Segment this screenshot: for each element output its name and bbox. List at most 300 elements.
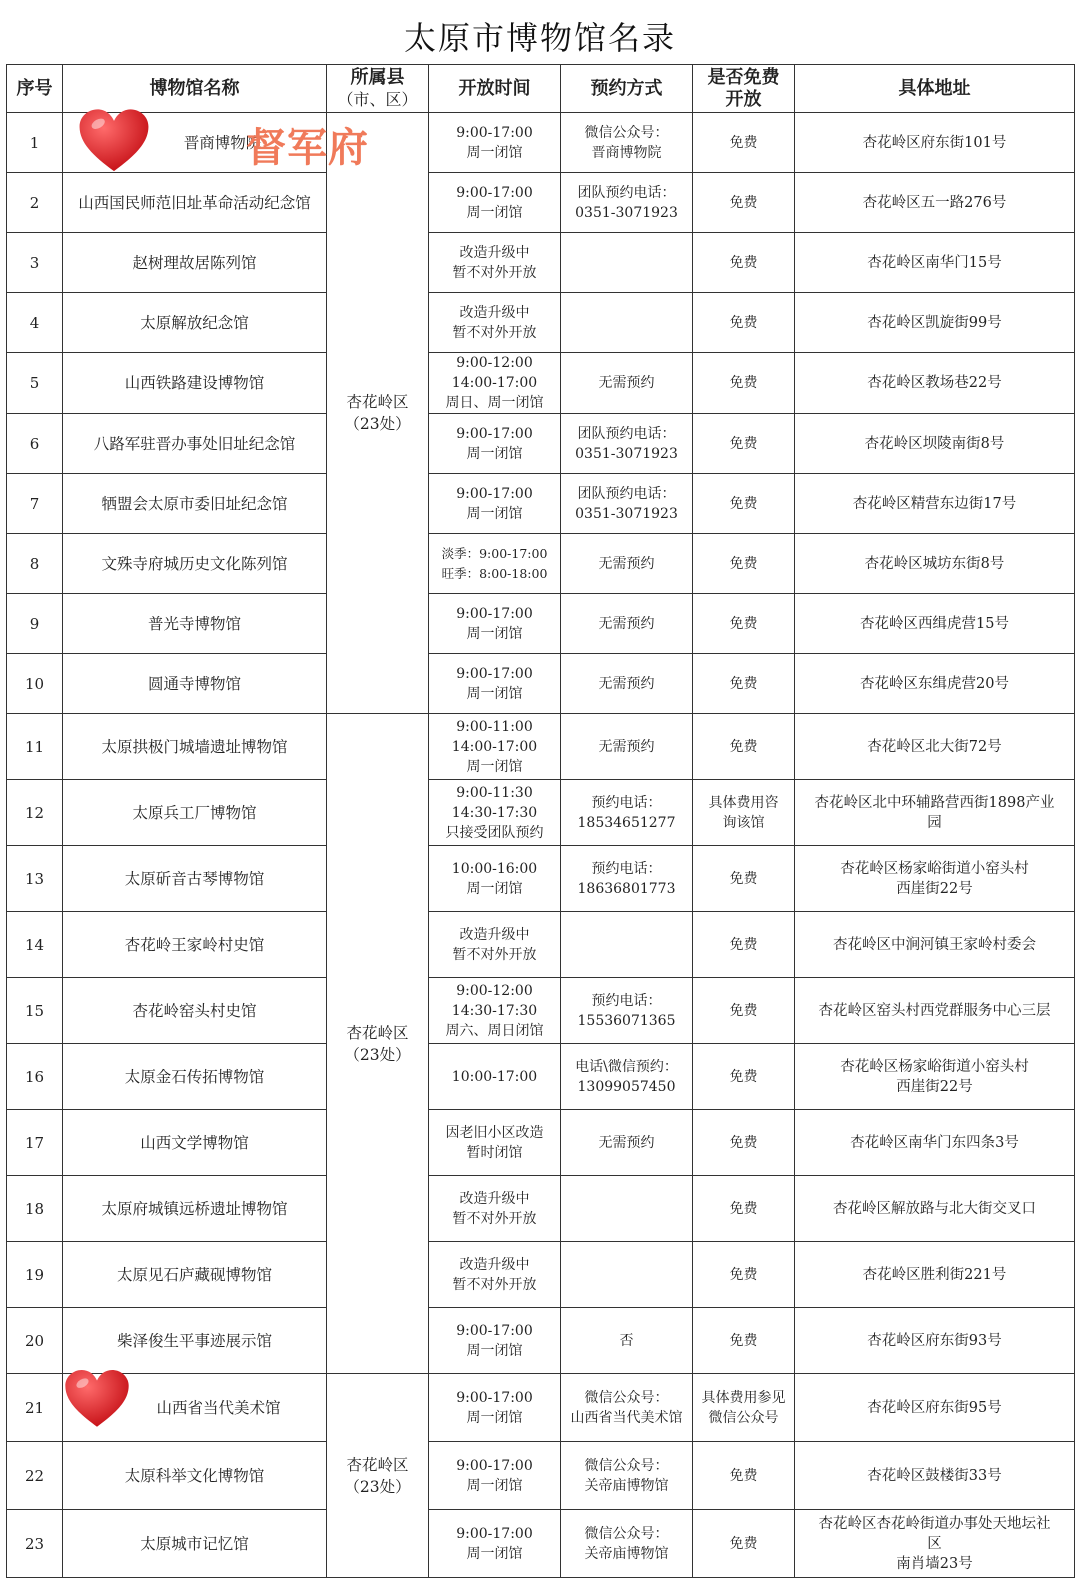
booking-line: 微信公众号： (584, 124, 669, 141)
free-line: 具体费用咨 (708, 794, 779, 811)
row-address (795, 978, 1075, 1044)
row-seq: 19 (7, 1242, 63, 1308)
address-line: 杏花岭区窑头村西党群服务中心三层 (818, 1002, 1051, 1019)
hours-line: 改造升级中 (459, 926, 530, 943)
hours-line: 14:30-17:30 (451, 804, 538, 821)
free-line: 免费 (729, 1535, 758, 1552)
row-booking (561, 714, 693, 780)
booking-line: 18636801773 (577, 880, 676, 897)
header-address: 具体地址 (795, 65, 1075, 113)
row-booking (561, 1176, 693, 1242)
row-museum-name: 牺盟会太原市委旧址纪念馆 (63, 474, 327, 534)
hours-line: 14:00-17:00 (451, 738, 538, 755)
row-museum-name: 山西文学博物馆 (63, 1110, 327, 1176)
hours-line: 9:00-12:00 (456, 355, 533, 371)
row-booking (561, 113, 693, 173)
address-line: 杏花岭区胜利街221号 (862, 1266, 1007, 1283)
booking-line: 无需预约 (598, 375, 655, 391)
hours-line: 周一闭馆 (466, 144, 523, 161)
booking-line: 无需预约 (598, 555, 655, 572)
table-row (7, 1308, 1075, 1374)
row-seq: 6 (7, 414, 63, 474)
booking-line: 0351-3071923 (575, 505, 678, 522)
row-free (693, 353, 795, 414)
header-seq: 序号 (7, 65, 63, 113)
museum-table (6, 64, 1075, 1578)
hours-line: 10:00-16:00 (451, 860, 538, 877)
address-line: 南肖墙23号 (896, 1555, 973, 1572)
table-row (7, 534, 1075, 594)
row-museum-name: 太原见石庐藏砚博物馆 (63, 1242, 327, 1308)
table-row (7, 654, 1075, 714)
row-address (795, 534, 1075, 594)
table-row (7, 594, 1075, 654)
heart-sticker-icon (78, 108, 150, 174)
hours-line: 周一闭馆 (466, 1545, 523, 1562)
header-district-line: 所属县 (350, 66, 405, 88)
row-free (693, 1308, 795, 1374)
row-seq: 10 (7, 654, 63, 714)
row-hours (429, 1374, 561, 1442)
header-hours: 开放时间 (429, 65, 561, 113)
row-address (795, 1442, 1075, 1510)
row-address (795, 912, 1075, 978)
booking-line: 关帝庙博物馆 (584, 1545, 669, 1562)
free-line: 免费 (729, 134, 758, 151)
hours-line: 9:00-17:00 (456, 1525, 533, 1542)
row-hours (429, 846, 561, 912)
address-line: 园 (927, 814, 942, 831)
hours-line: 14:00-17:00 (451, 375, 538, 391)
table-row (7, 846, 1075, 912)
row-booking (561, 846, 693, 912)
booking-line: 团队预约电话： (577, 425, 676, 442)
row-seq: 16 (7, 1044, 63, 1110)
free-line: 免费 (729, 1266, 758, 1283)
header-district-line: （市、区） (337, 89, 418, 109)
row-free (693, 173, 795, 233)
row-museum-name: 圆通寺博物馆 (63, 654, 327, 714)
hours-line: 9:00-17:00 (456, 485, 533, 502)
free-line: 免费 (729, 1002, 758, 1019)
free-line: 免费 (729, 936, 758, 953)
hours-line: 9:00-17:00 (456, 1389, 533, 1406)
address-line: 杏花岭区府东街95号 (867, 1399, 1002, 1416)
row-hours (429, 474, 561, 534)
row-free (693, 714, 795, 780)
row-seq: 5 (7, 353, 63, 414)
row-hours (429, 654, 561, 714)
booking-line: 0351-3071923 (575, 445, 678, 462)
hours-line: 周一闭馆 (466, 1409, 523, 1426)
row-free (693, 113, 795, 173)
hours-line: 改造升级中 (459, 1256, 530, 1273)
table-row (7, 233, 1075, 293)
row-museum-name: 文殊寺府城历史文化陈列馆 (63, 534, 327, 594)
address-line: 杏花岭区教场巷22号 (867, 375, 1002, 391)
row-booking (561, 912, 693, 978)
row-address (795, 353, 1075, 414)
row-hours (429, 714, 561, 780)
row-hours (429, 1510, 561, 1578)
district-count: （23处） (344, 1477, 411, 1496)
address-line: 杏花岭区杨家峪街道小窑头村 (840, 860, 1029, 877)
hours-line: 暂不对外开放 (452, 264, 537, 281)
free-line: 免费 (729, 194, 758, 211)
hours-line: 淡季：9:00-17:00 (441, 545, 548, 561)
address-line: 区 (927, 1535, 942, 1552)
row-museum-name: 普光寺博物馆 (63, 594, 327, 654)
row-address (795, 173, 1075, 233)
row-seq: 13 (7, 846, 63, 912)
hours-line: 9:00-17:00 (456, 1322, 533, 1339)
row-booking (561, 414, 693, 474)
header-row (7, 65, 1075, 113)
row-booking (561, 978, 693, 1044)
address-line: 杏花岭区精营东边街17号 (852, 495, 1017, 512)
row-booking (561, 1510, 693, 1578)
hours-line: 因老旧小区改造 (445, 1124, 544, 1141)
table-row (7, 1044, 1075, 1110)
row-free (693, 912, 795, 978)
row-booking (561, 1110, 693, 1176)
address-line: 杏花岭区解放路与北大街交叉口 (833, 1200, 1036, 1217)
table-row (7, 978, 1075, 1044)
hours-line: 周日、周一闭馆 (445, 395, 544, 411)
booking-line: 山西省当代美术馆 (570, 1409, 683, 1426)
hours-line: 周一闭馆 (466, 1342, 523, 1359)
district-name: 杏花岭区 (346, 1023, 409, 1042)
booking-line: 15536071365 (577, 1012, 676, 1029)
row-museum-name: 赵树理故居陈列馆 (63, 233, 327, 293)
district-count: （23处） (344, 1045, 411, 1064)
hours-line: 暂不对外开放 (452, 324, 537, 341)
booking-line: 无需预约 (598, 738, 655, 755)
free-line: 免费 (729, 738, 758, 755)
row-seq: 12 (7, 780, 63, 846)
row-address (795, 1510, 1075, 1578)
free-line: 询该馆 (722, 814, 765, 831)
hours-line: 旺季：8:00-18:00 (441, 565, 548, 581)
booking-line: 无需预约 (598, 675, 655, 692)
row-free (693, 1110, 795, 1176)
booking-line: 预约电话： (591, 860, 662, 877)
table-row (7, 1510, 1075, 1578)
hours-line: 9:00-17:00 (456, 1457, 533, 1474)
header-free (693, 65, 795, 113)
row-seq: 2 (7, 173, 63, 233)
row-museum-name: 太原斫音古琴博物馆 (63, 846, 327, 912)
row-hours (429, 1242, 561, 1308)
row-hours (429, 233, 561, 293)
table-row (7, 113, 1075, 173)
free-line: 免费 (729, 870, 758, 887)
hours-line: 改造升级中 (459, 304, 530, 321)
hours-line: 10:00-17:00 (451, 1068, 538, 1085)
header-booking: 预约方式 (561, 65, 693, 113)
booking-line: 无需预约 (598, 1134, 655, 1151)
row-hours (429, 978, 561, 1044)
row-seq: 8 (7, 534, 63, 594)
booking-line: 团队预约电话： (577, 485, 676, 502)
hours-line: 周一闭馆 (466, 880, 523, 897)
row-seq: 14 (7, 912, 63, 978)
table-row (7, 414, 1075, 474)
row-museum-name: 山西国民师范旧址革命活动纪念馆 (63, 173, 327, 233)
row-free (693, 978, 795, 1044)
row-address (795, 846, 1075, 912)
booking-line: 关帝庙博物馆 (584, 1477, 669, 1494)
free-line: 免费 (729, 1134, 758, 1151)
row-address (795, 474, 1075, 534)
heart-sticker-icon (64, 1368, 130, 1430)
row-seq: 11 (7, 714, 63, 780)
row-free (693, 1176, 795, 1242)
row-museum-name: 山西省当代美术馆 (63, 1374, 327, 1442)
row-address (795, 414, 1075, 474)
row-free (693, 474, 795, 534)
row-free (693, 1510, 795, 1578)
row-museum-name: 太原城市记忆馆 (63, 1510, 327, 1578)
address-line: 杏花岭区中涧河镇王家岭村委会 (833, 936, 1036, 953)
district-cell (327, 1374, 429, 1578)
row-free (693, 594, 795, 654)
row-seq: 15 (7, 978, 63, 1044)
row-address (795, 233, 1075, 293)
row-booking (561, 1242, 693, 1308)
address-line: 杏花岭区南华门15号 (867, 254, 1002, 271)
free-line: 微信公众号 (708, 1409, 779, 1426)
hours-line: 周一闭馆 (466, 1477, 523, 1494)
free-line: 免费 (729, 375, 758, 391)
address-line: 杏花岭区杏花岭街道办事处天地坛社 (818, 1515, 1051, 1532)
row-free (693, 780, 795, 846)
row-hours (429, 414, 561, 474)
hours-line: 9:00-11:00 (456, 718, 533, 735)
row-seq: 20 (7, 1308, 63, 1374)
address-line: 杏花岭区东缉虎营20号 (860, 675, 1009, 692)
row-booking (561, 474, 693, 534)
district-name: 杏花岭区 (346, 1455, 409, 1474)
row-address (795, 654, 1075, 714)
free-line: 免费 (729, 495, 758, 512)
row-address (795, 594, 1075, 654)
address-line: 杏花岭区凯旋街99号 (867, 314, 1002, 331)
row-seq: 7 (7, 474, 63, 534)
address-line: 杏花岭区府东街101号 (862, 134, 1007, 151)
header-free-line: 是否免费 (707, 66, 780, 88)
table-row (7, 173, 1075, 233)
free-line: 免费 (729, 314, 758, 331)
hours-line: 周一闭馆 (466, 445, 523, 462)
table-row (7, 353, 1075, 414)
hours-line: 14:30-17:30 (451, 1002, 538, 1019)
address-line: 杏花岭区府东街93号 (867, 1332, 1002, 1349)
address-line: 杏花岭区鼓楼街33号 (867, 1467, 1002, 1484)
address-line: 杏花岭区西缉虎营15号 (860, 615, 1009, 632)
row-seq: 4 (7, 293, 63, 353)
address-line: 杏花岭区杨家峪街道小窑头村 (840, 1058, 1029, 1075)
free-line: 免费 (729, 1068, 758, 1085)
hours-line: 9:00-17:00 (456, 124, 533, 141)
address-line: 杏花岭区北中环辅路营西街1898产业 (814, 794, 1055, 811)
hours-line: 9:00-17:00 (456, 665, 533, 682)
table-row (7, 1442, 1075, 1510)
header-free-line: 开放 (725, 88, 762, 110)
hours-line: 暂不对外开放 (452, 1276, 537, 1293)
header-name: 博物馆名称 (63, 65, 327, 113)
free-line: 免费 (729, 1467, 758, 1484)
row-booking (561, 1374, 693, 1442)
page-title: 太原市博物馆名录 (403, 19, 676, 57)
row-museum-name: 太原金石传拓博物馆 (63, 1044, 327, 1110)
row-museum-name: 八路军驻晋办事处旧址纪念馆 (63, 414, 327, 474)
table-row (7, 912, 1075, 978)
district-name: 杏花岭区 (346, 393, 409, 411)
hours-line: 周一闭馆 (466, 625, 523, 642)
row-museum-name: 太原拱极门城墙遗址博物馆 (63, 714, 327, 780)
row-free (693, 233, 795, 293)
hours-line: 暂不对外开放 (452, 946, 537, 963)
free-line: 免费 (729, 254, 758, 271)
row-seq: 23 (7, 1510, 63, 1578)
table-row (7, 1374, 1075, 1442)
hours-line: 9:00-17:00 (456, 605, 533, 622)
hours-line: 周一闭馆 (466, 204, 523, 221)
row-free (693, 654, 795, 714)
row-hours (429, 594, 561, 654)
row-free (693, 534, 795, 594)
row-museum-name: 太原解放纪念馆 (63, 293, 327, 353)
free-line: 免费 (729, 675, 758, 692)
row-hours (429, 912, 561, 978)
booking-line: 电话\微信预约： (575, 1058, 678, 1075)
row-hours (429, 780, 561, 846)
table-body (7, 113, 1075, 1578)
row-hours (429, 1110, 561, 1176)
row-free (693, 414, 795, 474)
table-row (7, 780, 1075, 846)
table-row (7, 1242, 1075, 1308)
row-hours (429, 534, 561, 594)
row-museum-name: 太原兵工厂博物馆 (63, 780, 327, 846)
address-line: 杏花岭区坝陵南街8号 (864, 435, 1005, 452)
row-booking (561, 1044, 693, 1110)
booking-line: 微信公众号： (584, 1525, 669, 1542)
address-line: 西崖街22号 (896, 880, 973, 897)
hours-line: 周一闭馆 (466, 685, 523, 702)
row-museum-name: 杏花岭王家岭村史馆 (63, 912, 327, 978)
booking-line: 预约电话： (591, 992, 662, 1009)
row-address (795, 714, 1075, 780)
row-booking (561, 594, 693, 654)
booking-line: 无需预约 (598, 615, 655, 632)
row-booking (561, 233, 693, 293)
row-address (795, 293, 1075, 353)
hours-line: 只接受团队预约 (445, 824, 544, 841)
row-free (693, 846, 795, 912)
address-line: 杏花岭区五一路276号 (862, 194, 1007, 211)
row-booking (561, 353, 693, 414)
booking-line: 团队预约电话： (577, 184, 676, 201)
booking-line: 微信公众号： (584, 1389, 669, 1406)
table-row (7, 714, 1075, 780)
address-line: 杏花岭区北大街72号 (867, 738, 1002, 755)
row-seq: 18 (7, 1176, 63, 1242)
booking-line: 13099057450 (577, 1078, 676, 1095)
booking-line: 否 (619, 1332, 634, 1349)
row-address (795, 780, 1075, 846)
row-free (693, 293, 795, 353)
table-row (7, 1176, 1075, 1242)
row-booking (561, 780, 693, 846)
table-row (7, 1110, 1075, 1176)
row-address (795, 1044, 1075, 1110)
row-hours (429, 173, 561, 233)
hours-line: 9:00-17:00 (456, 184, 533, 201)
hours-line: 9:00-11:30 (456, 784, 533, 801)
booking-line: 0351-3071923 (575, 204, 678, 221)
row-hours (429, 293, 561, 353)
free-line: 免费 (729, 615, 758, 632)
booking-line: 18534651277 (577, 814, 676, 831)
header-district (327, 65, 429, 113)
row-seq: 3 (7, 233, 63, 293)
address-line: 杏花岭区南华门东四条3号 (850, 1134, 1019, 1151)
row-seq: 17 (7, 1110, 63, 1176)
booking-line: 微信公众号： (584, 1457, 669, 1474)
row-address (795, 1110, 1075, 1176)
free-line: 免费 (729, 435, 758, 452)
hours-line: 暂时闭馆 (466, 1144, 523, 1161)
row-hours (429, 353, 561, 414)
row-booking (561, 1308, 693, 1374)
hours-line: 9:00-17:00 (456, 425, 533, 442)
row-museum-name: 杏花岭窑头村史馆 (63, 978, 327, 1044)
hours-line: 改造升级中 (459, 244, 530, 261)
free-line: 免费 (729, 1200, 758, 1217)
hours-line: 周一闭馆 (466, 758, 523, 775)
address-line: 西崖街22号 (896, 1078, 973, 1095)
row-address (795, 1308, 1075, 1374)
row-museum-name: 晋商博物院 (63, 113, 327, 173)
row-seq: 22 (7, 1442, 63, 1510)
booking-line: 晋商博物院 (591, 144, 662, 161)
row-free (693, 1442, 795, 1510)
row-seq: 21 (7, 1374, 63, 1442)
row-address (795, 1242, 1075, 1308)
row-address (795, 1374, 1075, 1442)
free-line: 具体费用参见 (701, 1389, 786, 1406)
row-hours (429, 1308, 561, 1374)
hours-line: 暂不对外开放 (452, 1210, 537, 1227)
free-line: 免费 (729, 555, 758, 572)
hours-line: 周六、周日闭馆 (445, 1022, 544, 1039)
sticker-text: 督军府 (246, 125, 369, 171)
district-cell (327, 714, 429, 1374)
row-address (795, 113, 1075, 173)
row-booking (561, 654, 693, 714)
hours-line: 周一闭馆 (466, 505, 523, 522)
row-hours (429, 1442, 561, 1510)
row-hours (429, 1044, 561, 1110)
row-free (693, 1374, 795, 1442)
row-museum-name: 山西铁路建设博物馆 (63, 353, 327, 414)
table-row (7, 293, 1075, 353)
district-count: （23处） (344, 415, 411, 433)
row-hours (429, 113, 561, 173)
row-booking (561, 534, 693, 594)
